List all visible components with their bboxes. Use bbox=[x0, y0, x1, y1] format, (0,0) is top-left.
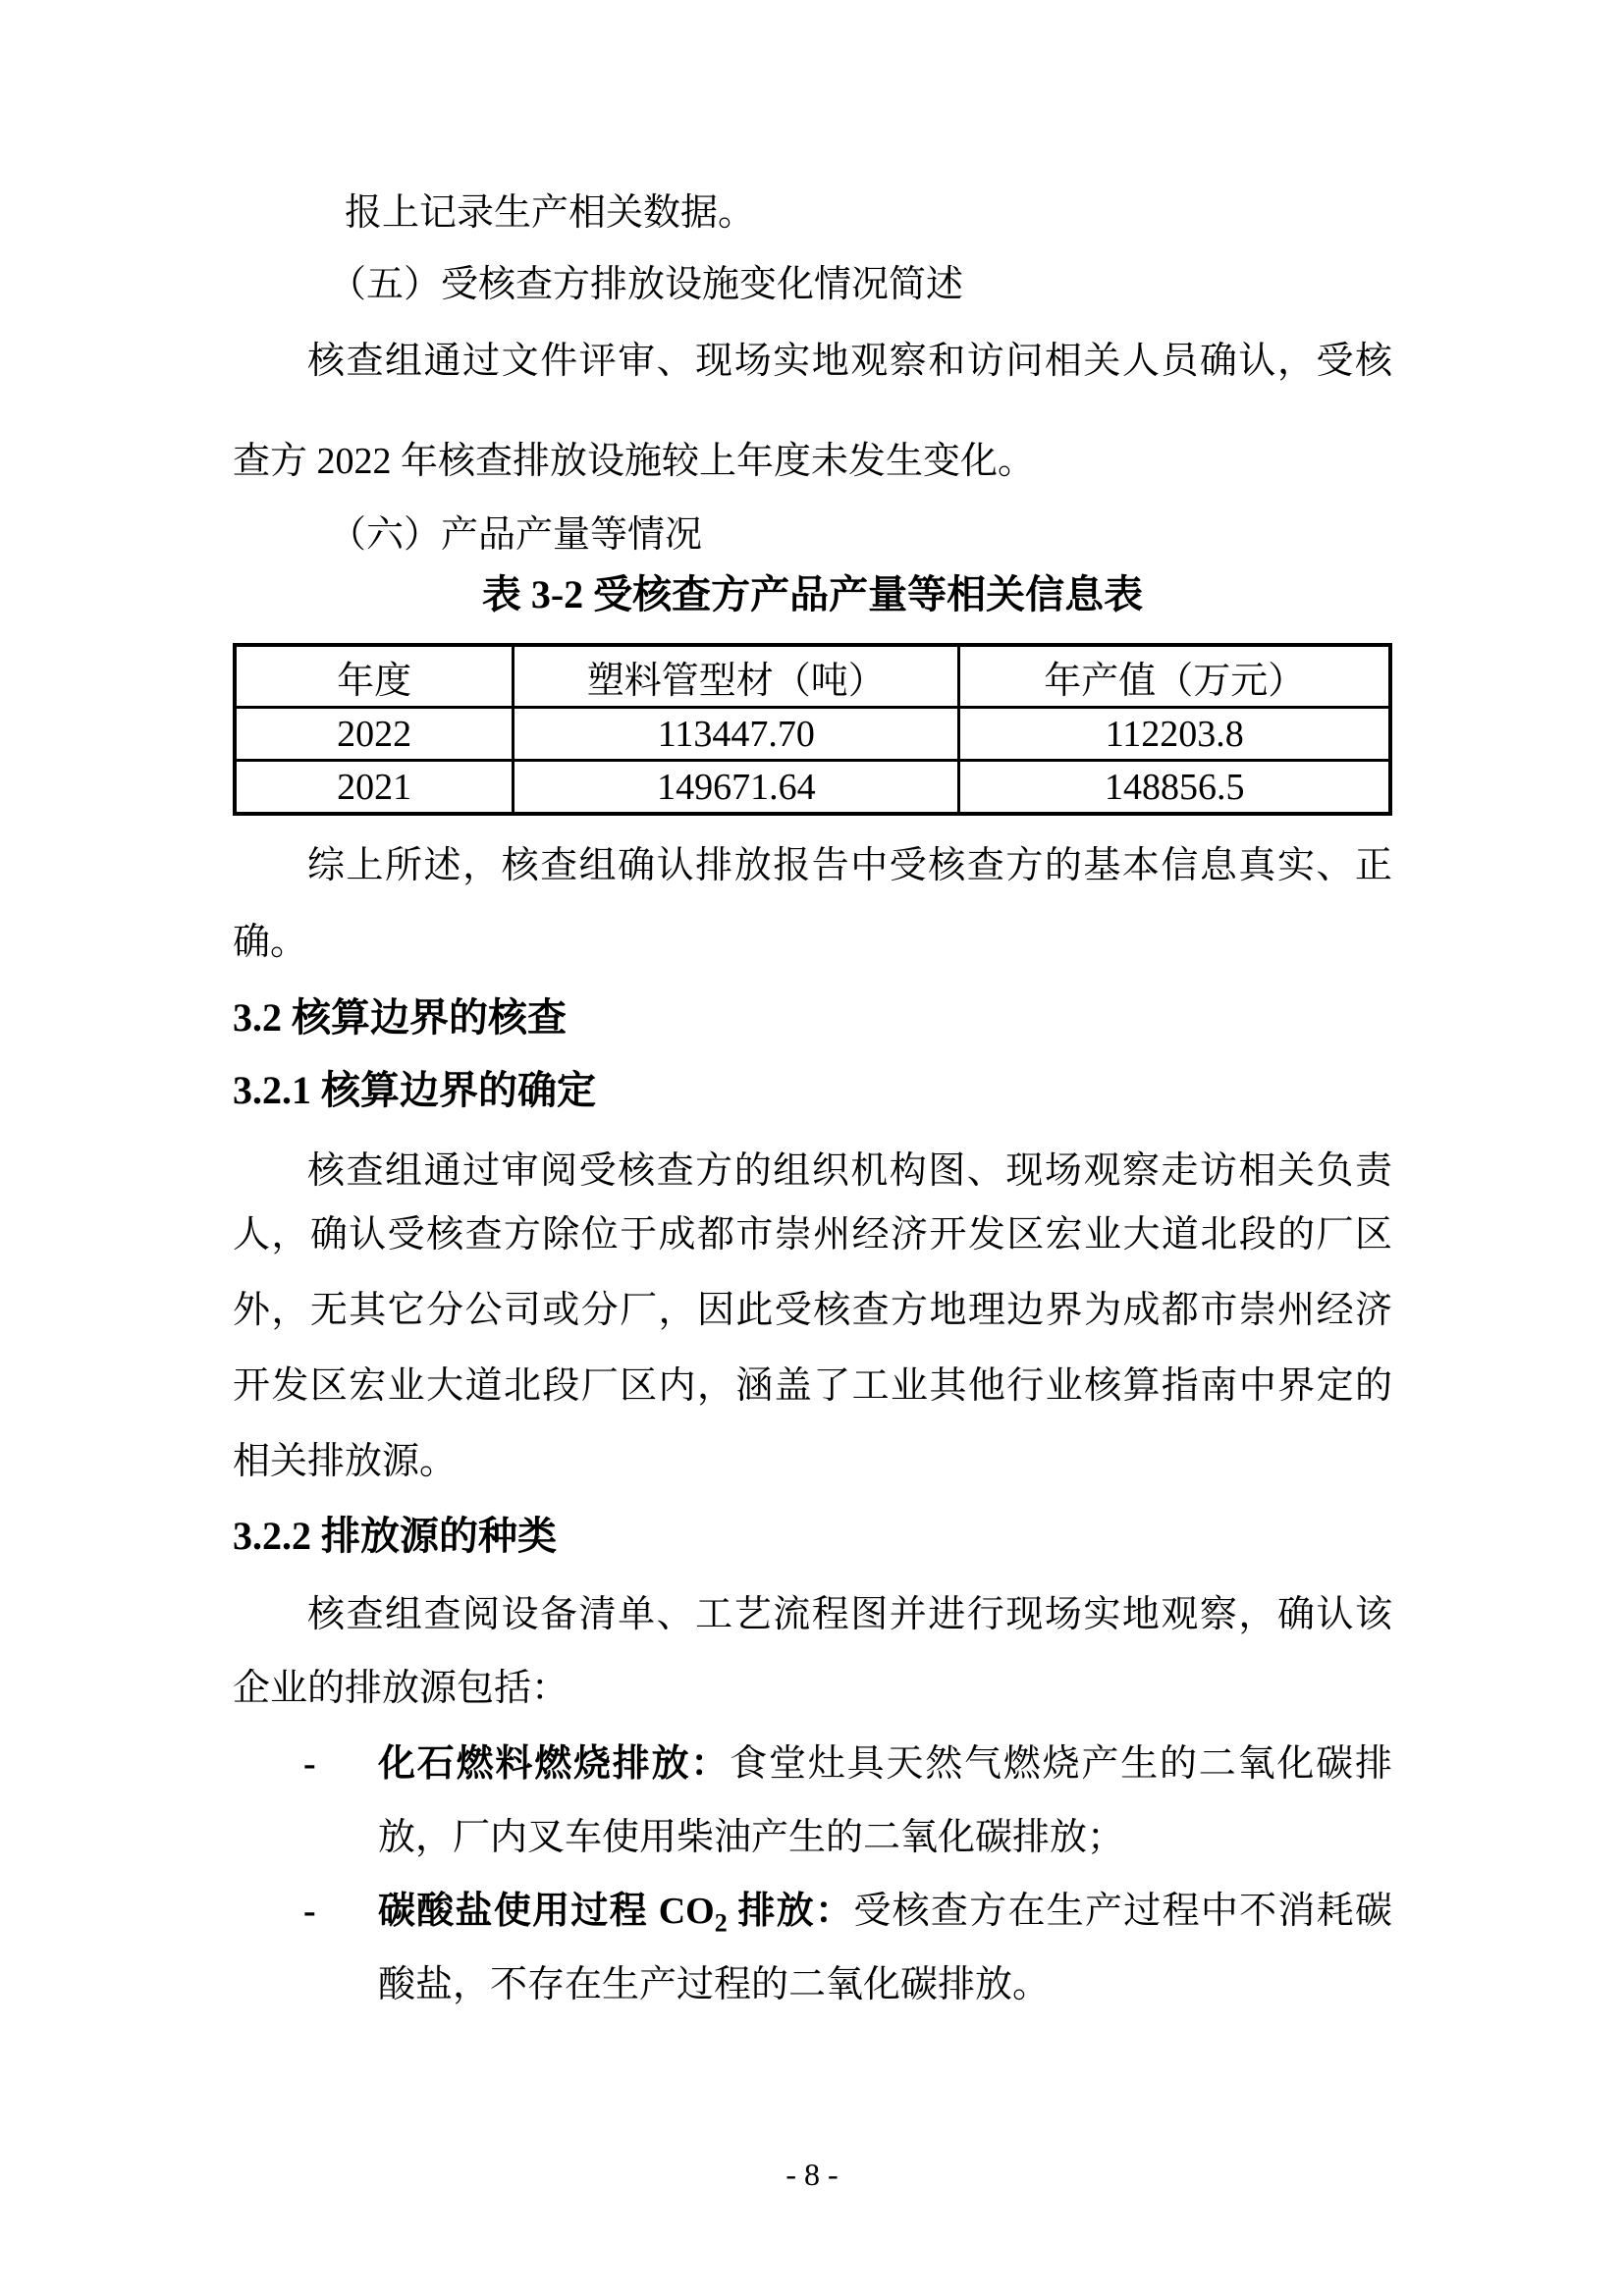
table-cell: 年度 bbox=[235, 645, 514, 708]
section-heading-3-2-1: 3.2.1 核算边界的确定 bbox=[233, 1068, 596, 1112]
table-title: 表 3-2 受核查方产品产量等相关信息表 bbox=[481, 572, 1144, 616]
table-cell: 塑料管型材（吨） bbox=[514, 645, 959, 708]
table-cell: 2022 bbox=[235, 708, 514, 761]
bullet-item-1-line-2: 放，厂内叉车使用柴油产生的二氧化碳排放； bbox=[378, 1817, 1125, 1858]
paragraph-line: 外，无其它分公司或分厂，因此受核查方地理边界为成都市崇州经济 bbox=[233, 1290, 1392, 1331]
bullet-2-text: 受核查方在生产过程中不消耗碳 bbox=[853, 1891, 1392, 1932]
paragraph-line: 核查组查阅设备清单、工艺流程图并进行现场实地观察，确认该 bbox=[307, 1594, 1392, 1635]
co2-subscript: 2 bbox=[714, 1908, 728, 1938]
paragraph-line: 确。 bbox=[233, 922, 308, 963]
paragraph-line: 企业的排放源包括： bbox=[233, 1668, 569, 1709]
table-data-row bbox=[235, 708, 1390, 761]
bullet-1-text: 食堂灶具天然气燃烧产生的二氧化碳排 bbox=[730, 1743, 1392, 1785]
bullet-item-1-line-1 bbox=[233, 1728, 1392, 1801]
table-cell: 113447.70 bbox=[514, 708, 959, 761]
table-data-row bbox=[235, 761, 1390, 815]
table-cell: 112203.8 bbox=[959, 708, 1390, 761]
section-heading-3-2-2: 3.2.2 排放源的种类 bbox=[233, 1514, 557, 1558]
table-cell: 2021 bbox=[235, 761, 514, 815]
bullet-item-2-line-2: 酸盐，不存在生产过程的二氧化碳排放。 bbox=[378, 1964, 1051, 2005]
footer-page-number: - 8 - bbox=[785, 2157, 839, 2192]
paragraph-line: 开发区宏业大道北段厂区内，涵盖了工业其他行业核算指南中界定的 bbox=[233, 1365, 1392, 1407]
bullet-item-2-line-1 bbox=[233, 1875, 1392, 1949]
table-header-row bbox=[235, 645, 1390, 708]
bullet-2-bold-label-post: 排放： bbox=[727, 1891, 854, 1932]
paragraph-line: 综上所述，核查组确认排放报告中受核查方的基本信息真实、正 bbox=[307, 845, 1392, 886]
paragraph-line: 人，确认受核查方除位于成都市崇州经济开发区宏业大道北段的厂区 bbox=[233, 1214, 1392, 1255]
paragraph-line: 报上记录生产相关数据。 bbox=[345, 192, 756, 234]
bullet-2-bold-label-pre: 碳酸盐使用过程 CO bbox=[378, 1891, 715, 1932]
bullet-1-bold-label: 化石燃料燃烧排放： bbox=[378, 1743, 731, 1785]
paragraph-line: 相关排放源。 bbox=[233, 1441, 458, 1482]
table-cell: 148856.5 bbox=[959, 761, 1390, 815]
bullet-dash: - bbox=[303, 1743, 316, 1785]
bullet-dash: - bbox=[303, 1891, 316, 1932]
subsection-heading-5: （五）受核查方排放设施变化情况简述 bbox=[329, 264, 964, 305]
product-output-table bbox=[233, 643, 1392, 816]
table-body bbox=[235, 645, 1390, 814]
table-cell: 年产值（万元） bbox=[959, 645, 1390, 708]
paragraph-line: 核查组通过文件评审、现场实地观察和访问相关人员确认，受核 bbox=[307, 341, 1392, 382]
subsection-heading-6: （六）产品产量等情况 bbox=[329, 514, 703, 556]
paragraph-line: 核查组通过审阅受核查方的组织机构图、现场观察走访相关负责 bbox=[307, 1150, 1392, 1192]
table-cell: 149671.64 bbox=[514, 761, 959, 815]
section-heading-3-2: 3.2 核算边界的核查 bbox=[233, 995, 567, 1040]
paragraph-line: 查方 2022 年核查排放设施较上年度未发生变化。 bbox=[233, 441, 1036, 482]
